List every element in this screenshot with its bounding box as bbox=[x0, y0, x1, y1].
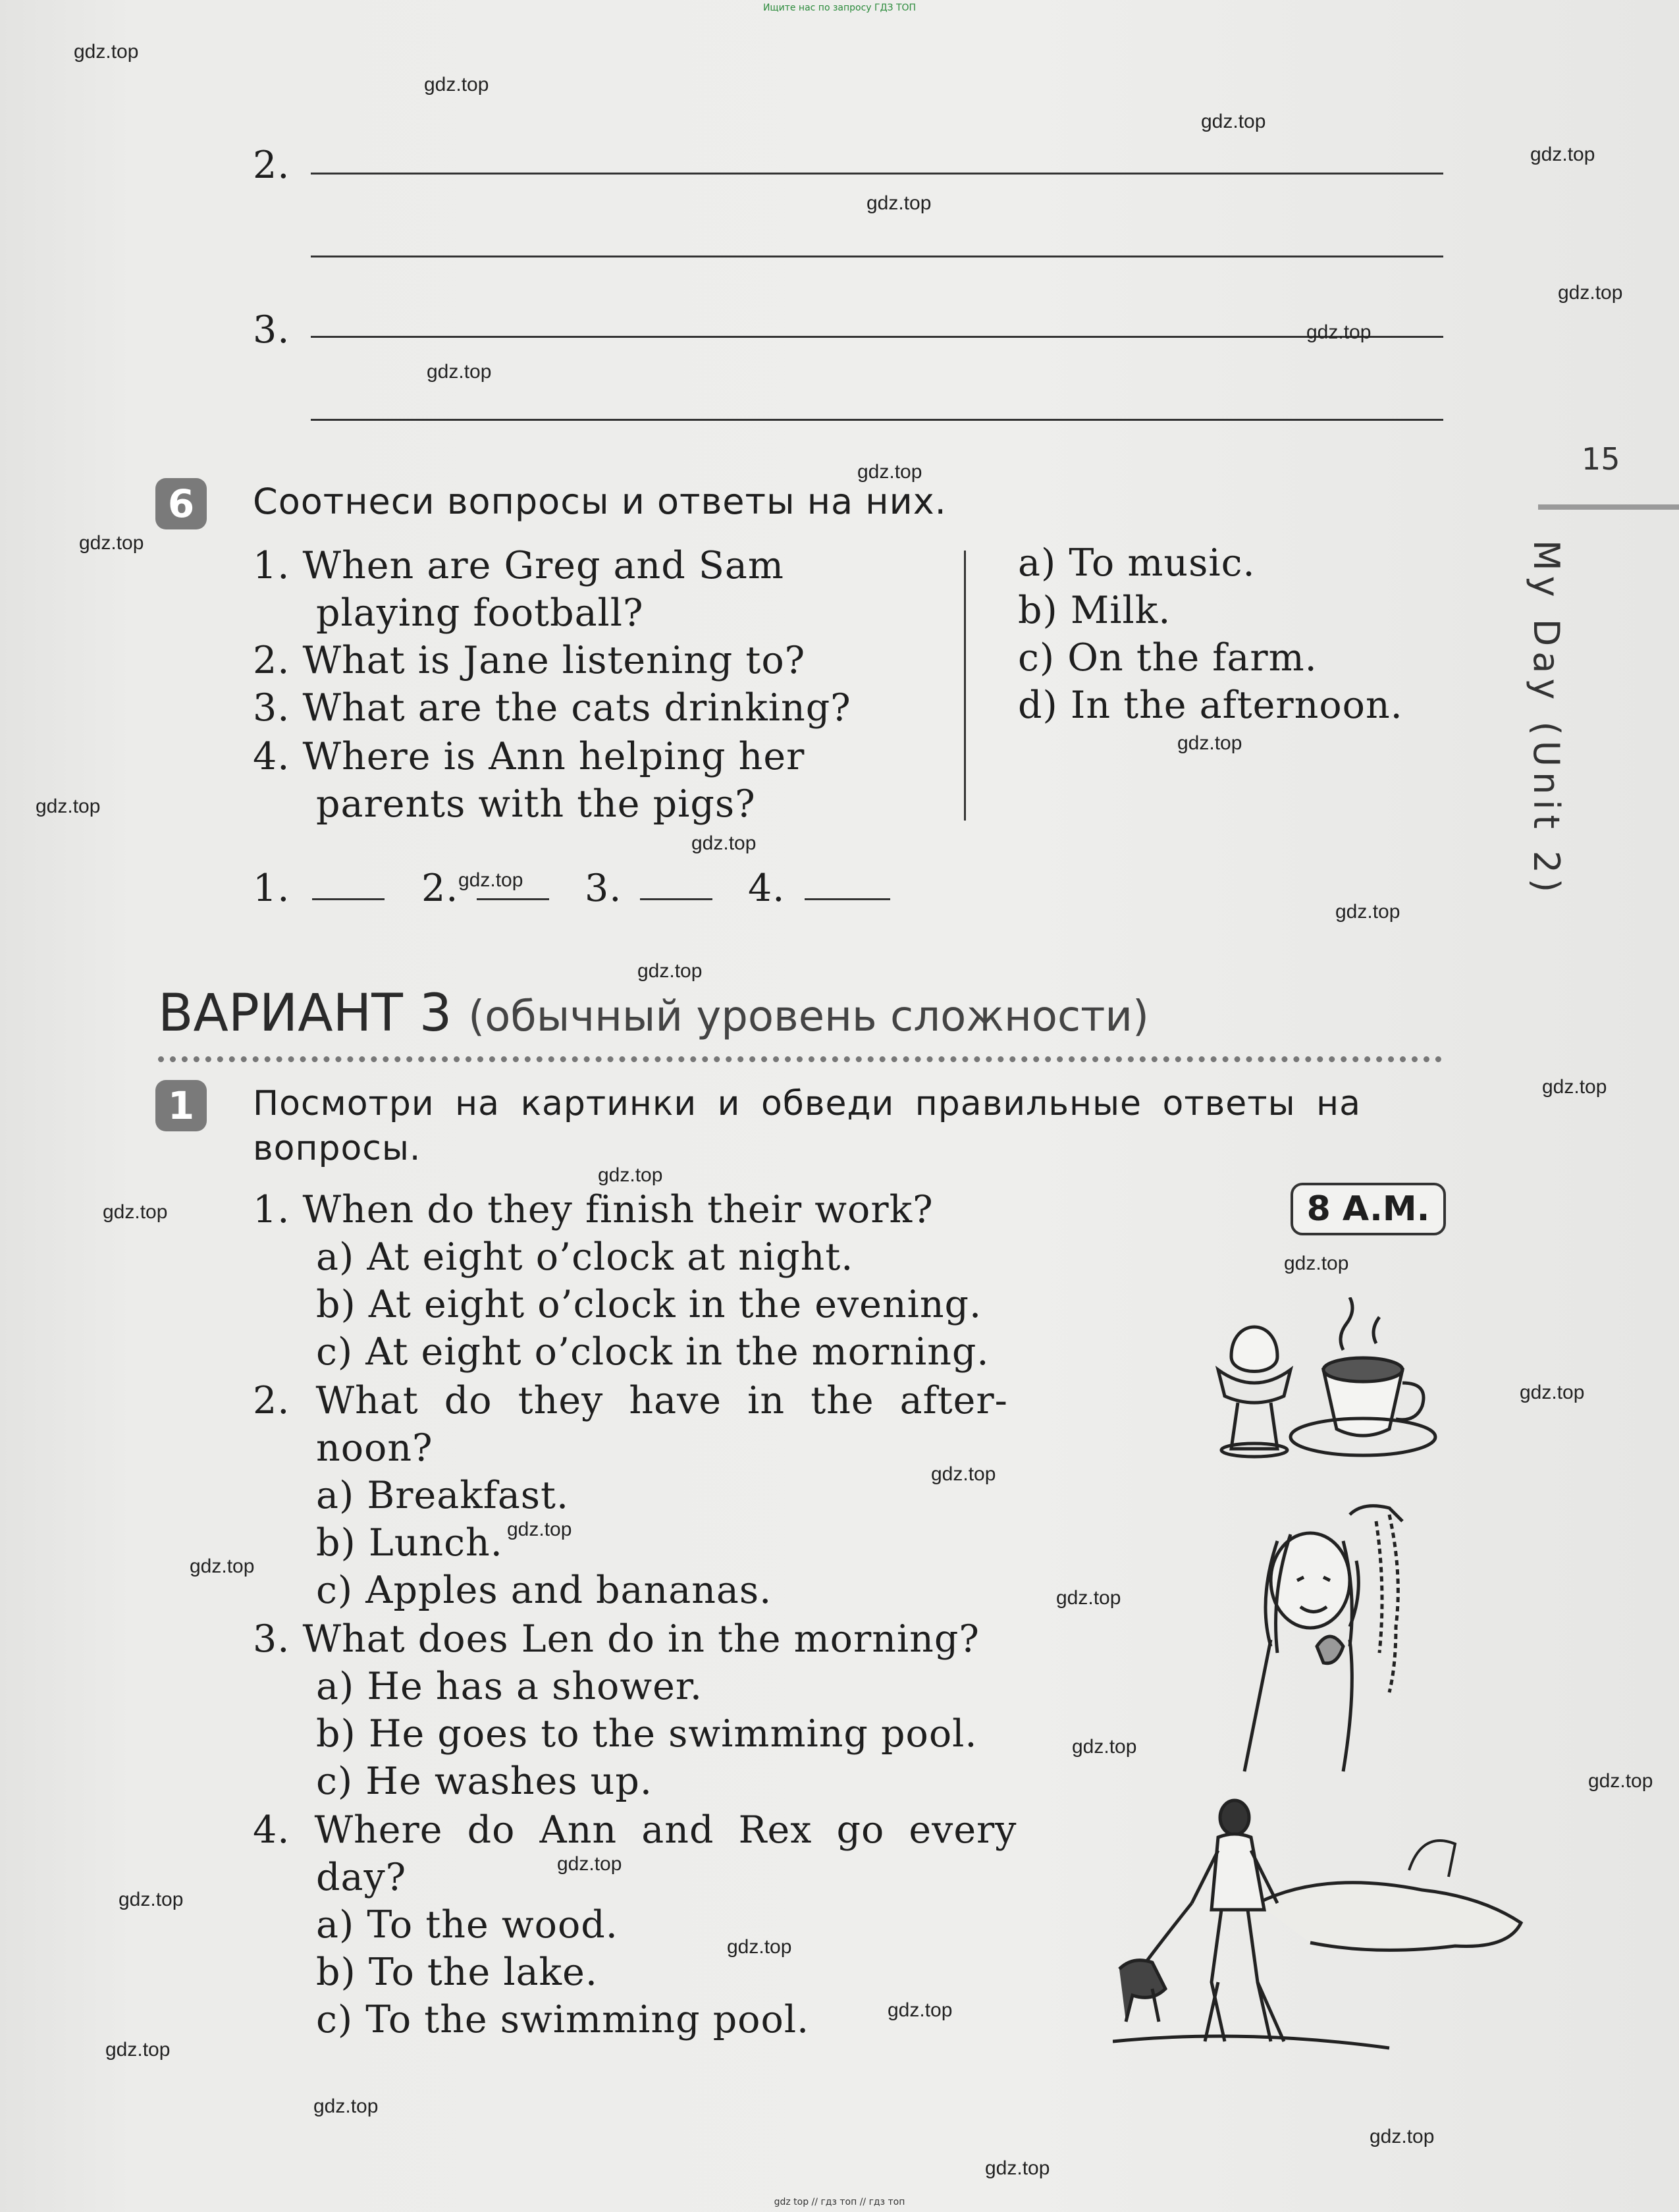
exercise1-question: 3. What does Len do in the morning? bbox=[253, 1617, 980, 1661]
exercise1-option[interactable]: a) He has a shower. bbox=[316, 1665, 703, 1708]
exercise6-answer: c) On the farm. bbox=[1018, 636, 1318, 680]
watermark: gdz.top bbox=[313, 2095, 379, 2117]
watermark: gdz.top bbox=[866, 192, 932, 214]
breakfast-illustration bbox=[1185, 1297, 1449, 1469]
watermark: gdz.top bbox=[1542, 1076, 1607, 1098]
dotted-divider bbox=[158, 1056, 1442, 1062]
exercise6-question-line: 4. Where is Ann helping her bbox=[253, 735, 805, 778]
watermark: gdz.top bbox=[1056, 1587, 1121, 1609]
exercise1-option[interactable]: b) He goes to the swimming pool. bbox=[316, 1712, 978, 1756]
page-number: 15 bbox=[1582, 441, 1620, 477]
watermark: gdz.top bbox=[79, 532, 144, 554]
answer-slot-label: 4. bbox=[748, 867, 786, 910]
watermark: gdz.top bbox=[637, 960, 703, 982]
watermark: gdz.top bbox=[931, 1463, 996, 1485]
watermark: gdz.top bbox=[1370, 2126, 1435, 2147]
exercise1-option[interactable]: b) Lunch. bbox=[316, 1521, 503, 1565]
column-divider bbox=[964, 551, 966, 821]
watermark: gdz.top bbox=[74, 41, 139, 63]
footer-note: gdz top // гдз топ // гдз топ bbox=[774, 2197, 905, 2207]
side-unit-title: My Day (Unit 2) bbox=[1526, 540, 1567, 898]
exercise1-question: day? bbox=[316, 1856, 407, 1899]
watermark: gdz.top bbox=[1520, 1382, 1585, 1403]
exercise1-option[interactable]: a) At eight o’clock at night. bbox=[316, 1235, 854, 1279]
answer-line bbox=[311, 336, 1443, 338]
watermark: gdz.top bbox=[190, 1555, 255, 1577]
time-label: 8 A.M. bbox=[1291, 1183, 1446, 1235]
watermark: gdz.top bbox=[427, 361, 492, 383]
side-divider bbox=[1538, 504, 1679, 510]
exercise1-option[interactable]: a) Breakfast. bbox=[316, 1474, 570, 1517]
watermark: gdz.top bbox=[1306, 321, 1372, 343]
exercise1-option[interactable]: c) At eight o’clock in the morning. bbox=[316, 1330, 990, 1374]
watermark: gdz.top bbox=[691, 832, 757, 854]
watermark: gdz.top bbox=[1558, 282, 1623, 304]
watermark: gdz.top bbox=[424, 74, 489, 95]
watermark: gdz.top bbox=[1177, 732, 1242, 754]
watermark: gdz.top bbox=[1284, 1253, 1349, 1274]
watermark: gdz.top bbox=[105, 2039, 171, 2061]
walk-dog-illustration bbox=[1113, 1791, 1534, 2055]
watermark: gdz.top bbox=[119, 1889, 184, 1910]
answer-line bbox=[311, 173, 1443, 175]
answer-line-2-label: 2. bbox=[253, 144, 290, 187]
exercise6-answer: d) In the afternoon. bbox=[1018, 684, 1403, 727]
answer-slot-blank[interactable] bbox=[805, 898, 890, 900]
shower-illustration bbox=[1231, 1495, 1449, 1778]
watermark: gdz.top bbox=[458, 869, 523, 891]
answer-slot-label: 3. bbox=[585, 867, 622, 910]
answer-slot-blank[interactable] bbox=[312, 898, 385, 900]
watermark: gdz.top bbox=[985, 2157, 1050, 2179]
exercise6-question-line: playing football? bbox=[316, 591, 644, 635]
exercise1-question: noon? bbox=[316, 1426, 433, 1470]
answer-slot-label: 1. bbox=[253, 867, 290, 910]
exercise6-instruction: Соотнеси вопросы и ответы на них. bbox=[253, 481, 947, 522]
answer-line bbox=[311, 256, 1443, 257]
exercise1-instruction: Посмотри на картинки и обведи правильные ответы на bbox=[253, 1084, 1362, 1123]
variant-title: ВАРИАНТ 3 bbox=[158, 984, 452, 1043]
watermark: gdz.top bbox=[1530, 144, 1595, 165]
header-note: Ищите нас по запросу ГДЗ ТОП bbox=[762, 3, 917, 13]
exercise1-instruction: вопросы. bbox=[253, 1129, 421, 1168]
exercise-number-badge: 1 bbox=[155, 1080, 207, 1131]
watermark: gdz.top bbox=[857, 461, 922, 483]
exercise1-question: 2. What do they have in the after- bbox=[253, 1379, 1008, 1422]
exercise1-option[interactable]: c) Apples and bananas. bbox=[316, 1569, 772, 1612]
watermark: gdz.top bbox=[1072, 1736, 1137, 1758]
exercise1-option[interactable]: c) To the swimming pool. bbox=[316, 1998, 810, 2041]
exercise6-answer: a) To music. bbox=[1018, 541, 1256, 585]
answer-line bbox=[311, 419, 1443, 421]
variant-heading bbox=[158, 984, 1149, 1043]
watermark: gdz.top bbox=[557, 1853, 622, 1875]
answer-slot-blank[interactable] bbox=[477, 898, 549, 900]
watermark: gdz.top bbox=[36, 796, 101, 817]
exercise6-question-line: parents with the pigs? bbox=[316, 782, 756, 826]
watermark: gdz.top bbox=[598, 1164, 663, 1186]
watermark: gdz.top bbox=[1201, 111, 1266, 132]
watermark: gdz.top bbox=[103, 1201, 168, 1223]
variant-subtitle: (обычный уровень сложности) bbox=[468, 992, 1149, 1041]
exercise1-option[interactable]: a) To the wood. bbox=[316, 1903, 618, 1947]
exercise6-question-line: 1. When are Greg and Sam bbox=[253, 544, 784, 587]
exercise6-question-line: 3. What are the cats drinking? bbox=[253, 686, 851, 730]
watermark: gdz.top bbox=[888, 1999, 953, 2021]
exercise-number-badge: 6 bbox=[155, 478, 207, 529]
answer-slot-label: 2. bbox=[421, 867, 459, 910]
answer-line-3-label: 3. bbox=[253, 308, 290, 352]
watermark: gdz.top bbox=[507, 1519, 572, 1540]
answer-slot-blank[interactable] bbox=[640, 898, 712, 900]
exercise1-option[interactable]: b) To the lake. bbox=[316, 1951, 598, 1994]
exercise1-question: 4. Where do Ann and Rex go every bbox=[253, 1808, 1017, 1852]
watermark: gdz.top bbox=[1335, 901, 1400, 923]
exercise1-question: 1. When do they finish their work? bbox=[253, 1188, 934, 1231]
exercise1-option[interactable]: c) He washes up. bbox=[316, 1760, 653, 1803]
watermark: gdz.top bbox=[1588, 1770, 1653, 1792]
exercise6-answer: b) Milk. bbox=[1018, 589, 1171, 632]
exercise1-option[interactable]: b) At eight o’clock in the evening. bbox=[316, 1283, 982, 1326]
watermark: gdz.top bbox=[727, 1936, 792, 1958]
exercise6-question-line: 2. What is Jane listening to? bbox=[253, 639, 806, 682]
